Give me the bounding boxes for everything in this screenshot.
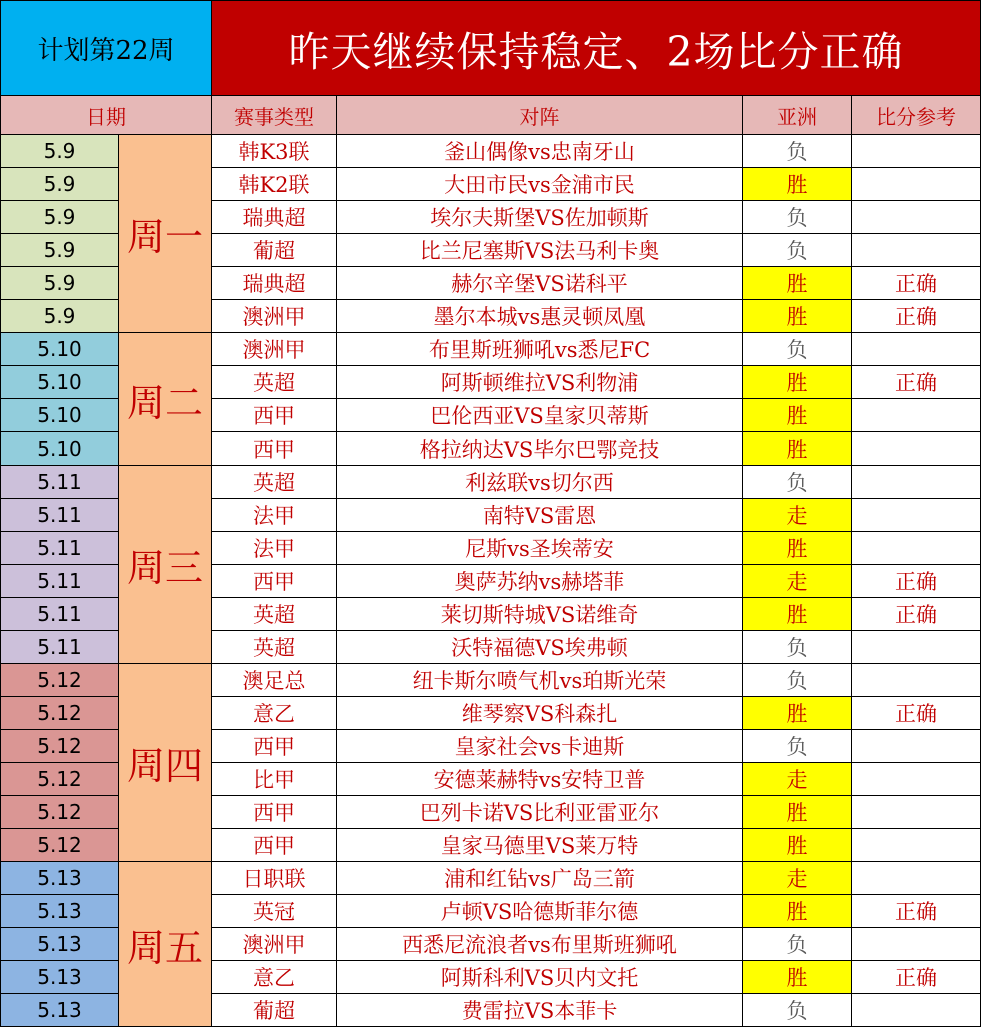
row-score-check (852, 862, 981, 895)
row-date: 5.12 (0, 829, 119, 862)
row-date: 5.13 (0, 961, 119, 994)
weekday-label: 周二 (119, 333, 212, 466)
row-handicap-result: 胜 (743, 829, 852, 862)
row-league: 韩K3联 (212, 135, 337, 168)
row-score-check (852, 763, 981, 796)
row-date: 5.10 (0, 333, 119, 366)
row-score-check (852, 532, 981, 565)
row-league: 英超 (212, 631, 337, 664)
row-league: 英超 (212, 466, 337, 499)
row-score-check (852, 796, 981, 829)
row-date: 5.11 (0, 532, 119, 565)
row-handicap-result: 负 (743, 631, 852, 664)
row-date: 5.9 (0, 135, 119, 168)
row-match: 赫尔辛堡VS诺科平 (337, 267, 743, 300)
row-match: 釜山偶像vs忠南牙山 (337, 135, 743, 168)
row-match: 格拉纳达VS毕尔巴鄂竞技 (337, 432, 743, 466)
row-score-check (852, 994, 981, 1027)
row-score-check (852, 168, 981, 201)
row-match: 安德莱赫特vs安特卫普 (337, 763, 743, 796)
row-handicap-result: 负 (743, 234, 852, 267)
row-score-check: 正确 (852, 366, 981, 399)
row-league: 日职联 (212, 862, 337, 895)
row-score-check (852, 664, 981, 697)
row-league: 韩K2联 (212, 168, 337, 201)
row-handicap-result: 走 (743, 763, 852, 796)
plan-label: 计划第22周 (0, 0, 212, 96)
row-score-check (852, 829, 981, 862)
weekday-label: 周四 (119, 664, 212, 862)
row-league: 西甲 (212, 432, 337, 466)
row-date: 5.12 (0, 763, 119, 796)
row-handicap-result: 胜 (743, 267, 852, 300)
row-score-check (852, 631, 981, 664)
row-score-check: 正确 (852, 598, 981, 631)
row-date: 5.13 (0, 928, 119, 961)
row-handicap-result: 负 (743, 466, 852, 499)
row-handicap-result: 负 (743, 201, 852, 234)
column-header-handicap: 亚洲 (743, 96, 852, 135)
row-match: 大田市民vs金浦市民 (337, 168, 743, 201)
row-match: 维琴察VS科森扎 (337, 697, 743, 730)
row-match: 尼斯vs圣埃蒂安 (337, 532, 743, 565)
row-match: 费雷拉VS本菲卡 (337, 994, 743, 1027)
row-date: 5.11 (0, 565, 119, 598)
row-league: 葡超 (212, 994, 337, 1027)
row-league: 澳洲甲 (212, 333, 337, 366)
row-handicap-result: 走 (743, 862, 852, 895)
row-date: 5.11 (0, 631, 119, 664)
row-league: 西甲 (212, 565, 337, 598)
row-league: 意乙 (212, 697, 337, 730)
row-league: 西甲 (212, 829, 337, 862)
row-league: 英超 (212, 598, 337, 631)
row-match: 纽卡斯尔喷气机vs珀斯光荣 (337, 664, 743, 697)
row-score-check (852, 399, 981, 432)
row-date: 5.12 (0, 697, 119, 730)
row-league: 西甲 (212, 730, 337, 763)
row-date: 5.10 (0, 432, 119, 466)
row-handicap-result: 负 (743, 730, 852, 763)
row-match: 比兰尼塞斯VS法马利卡奥 (337, 234, 743, 267)
row-handicap-result: 胜 (743, 168, 852, 201)
row-handicap-result: 胜 (743, 399, 852, 432)
row-handicap-result: 胜 (743, 697, 852, 730)
row-league: 西甲 (212, 399, 337, 432)
row-league: 瑞典超 (212, 201, 337, 234)
row-handicap-result: 胜 (743, 796, 852, 829)
row-score-check (852, 730, 981, 763)
column-header-date: 日期 (0, 96, 212, 135)
row-league: 意乙 (212, 961, 337, 994)
weekday-label: 周三 (119, 466, 212, 664)
row-date: 5.11 (0, 466, 119, 499)
row-match: 巴伦西亚VS皇家贝蒂斯 (337, 399, 743, 432)
row-date: 5.9 (0, 234, 119, 267)
row-match: 布里斯班狮吼vs悉尼FC (337, 333, 743, 366)
row-league: 英冠 (212, 895, 337, 928)
row-score-check (852, 466, 981, 499)
row-match: 西悉尼流浪者vs布里斯班狮吼 (337, 928, 743, 961)
row-score-check (852, 499, 981, 532)
row-score-check: 正确 (852, 300, 981, 333)
row-score-check (852, 201, 981, 234)
row-date: 5.13 (0, 862, 119, 895)
row-match: 浦和红钻vs广岛三箭 (337, 862, 743, 895)
row-handicap-result: 负 (743, 135, 852, 168)
row-score-check: 正确 (852, 697, 981, 730)
column-header-type: 赛事类型 (212, 96, 337, 135)
column-header-score: 比分参考 (852, 96, 981, 135)
row-league: 法甲 (212, 499, 337, 532)
row-match: 利兹联vs切尔西 (337, 466, 743, 499)
row-match: 墨尔本城vs惠灵顿凤凰 (337, 300, 743, 333)
row-league: 西甲 (212, 796, 337, 829)
row-match: 南特VS雷恩 (337, 499, 743, 532)
row-score-check: 正确 (852, 961, 981, 994)
row-date: 5.9 (0, 168, 119, 201)
row-score-check (852, 135, 981, 168)
row-league: 澳洲甲 (212, 928, 337, 961)
row-handicap-result: 胜 (743, 300, 852, 333)
row-date: 5.10 (0, 399, 119, 432)
row-date: 5.11 (0, 598, 119, 631)
row-handicap-result: 走 (743, 499, 852, 532)
row-date: 5.13 (0, 994, 119, 1027)
row-handicap-result: 负 (743, 928, 852, 961)
row-handicap-result: 胜 (743, 598, 852, 631)
row-match: 皇家社会vs卡迪斯 (337, 730, 743, 763)
row-match: 卢顿VS哈德斯菲尔德 (337, 895, 743, 928)
row-handicap-result: 负 (743, 664, 852, 697)
row-date: 5.9 (0, 267, 119, 300)
row-handicap-result: 胜 (743, 432, 852, 466)
row-date: 5.9 (0, 201, 119, 234)
row-league: 瑞典超 (212, 267, 337, 300)
row-score-check (852, 333, 981, 366)
row-date: 5.13 (0, 895, 119, 928)
row-score-check (852, 432, 981, 466)
row-score-check: 正确 (852, 565, 981, 598)
weekday-label: 周一 (119, 135, 212, 333)
row-handicap-result: 胜 (743, 961, 852, 994)
page-title: 昨天继续保持稳定、2场比分正确 (212, 0, 981, 96)
row-match: 皇家马德里VS莱万特 (337, 829, 743, 862)
column-header-match: 对阵 (337, 96, 743, 135)
row-date: 5.12 (0, 796, 119, 829)
row-handicap-result: 胜 (743, 366, 852, 399)
row-league: 英超 (212, 366, 337, 399)
weekday-label: 周五 (119, 862, 212, 1027)
row-league: 澳足总 (212, 664, 337, 697)
row-date: 5.12 (0, 664, 119, 697)
row-date: 5.12 (0, 730, 119, 763)
row-match: 奥萨苏纳vs赫塔菲 (337, 565, 743, 598)
row-league: 葡超 (212, 234, 337, 267)
row-handicap-result: 走 (743, 565, 852, 598)
row-match: 沃特福德VS埃弗顿 (337, 631, 743, 664)
row-score-check (852, 234, 981, 267)
row-score-check (852, 928, 981, 961)
row-handicap-result: 负 (743, 994, 852, 1027)
row-date: 5.10 (0, 366, 119, 399)
row-league: 法甲 (212, 532, 337, 565)
row-match: 埃尔夫斯堡VS佐加顿斯 (337, 201, 743, 234)
row-match: 莱切斯特城VS诺维奇 (337, 598, 743, 631)
row-match: 巴列卡诺VS比利亚雷亚尔 (337, 796, 743, 829)
row-match: 阿斯顿维拉VS利物浦 (337, 366, 743, 399)
row-score-check: 正确 (852, 267, 981, 300)
row-league: 比甲 (212, 763, 337, 796)
row-score-check: 正确 (852, 895, 981, 928)
row-date: 5.11 (0, 499, 119, 532)
row-handicap-result: 胜 (743, 895, 852, 928)
row-date: 5.9 (0, 300, 119, 333)
row-handicap-result: 负 (743, 333, 852, 366)
row-league: 澳洲甲 (212, 300, 337, 333)
row-handicap-result: 胜 (743, 532, 852, 565)
row-match: 阿斯科利VS贝内文托 (337, 961, 743, 994)
